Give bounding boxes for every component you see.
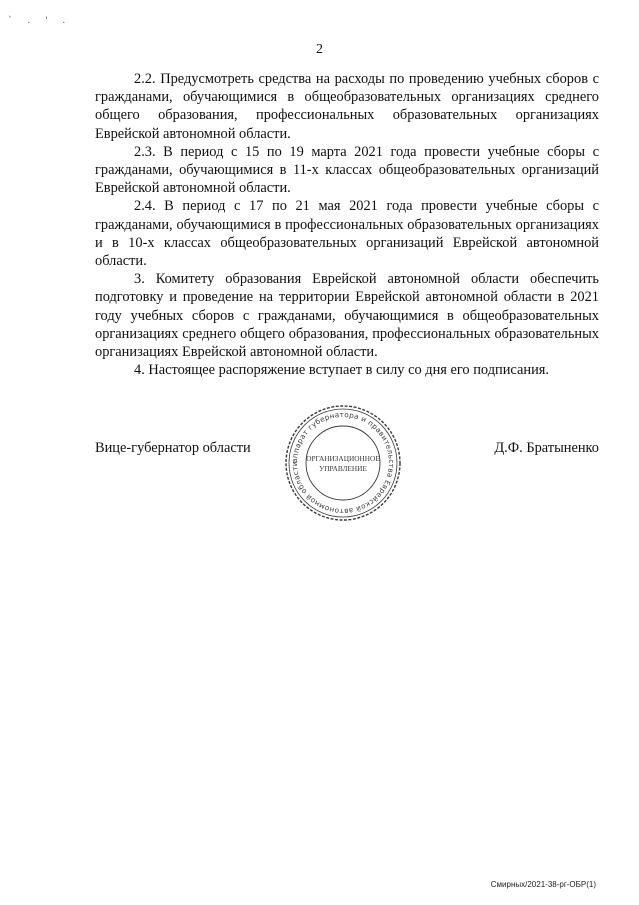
document-body [95, 70, 599, 379]
official-stamp [284, 404, 402, 522]
paragraph-2-3: 2.3. В период с 15 по 19 марта 2021 года провести учебные сборы с гражданами, обучающимися в 11-х классах общеобразовательных организаций Еврейской автономной области. [95, 143, 599, 197]
scan-marks: ` . ' . [8, 16, 72, 26]
stamp-center-line-1: ОРГАНИЗАЦИОННОЕ [306, 454, 380, 463]
paragraph-4: 4. Настоящее распоряжение вступает в силу со дня его подписания. [134, 362, 549, 379]
stamp-center-line-2: УПРАВЛЕНИЕ [319, 464, 367, 473]
signatory-name: Д.Ф. Братыненко [494, 440, 599, 456]
paragraph-2-2: 2.2. Предусмотреть средства на расходы по проведению учебных сборов с гражданами, обучающимися в общеобразовательных организациях среднего общего образования, профессиональных образовательных организациях Еврейской автономной области. [95, 71, 599, 142]
page-number: 2 [316, 42, 323, 57]
paragraph-2-4: 2.4. В период с 17 по 21 мая 2021 года провести учебные сборы с гражданами, обучающимися в профессиональных образовательных организациях и в 10-х классах общеобразовательных организаций Еврейской автономной области. [95, 198, 599, 270]
stamp-ring-text: аппарат губернатора и правительства Еврейской автономной области [289, 409, 397, 517]
document-footer-code: Смирных/2021-38-рг-ОБР(1) [490, 880, 596, 889]
signatory-title: Вице-губернатор области [95, 440, 251, 456]
paragraph-3: 3. Комитету образования Еврейской автономной области обеспечить подготовку и проведение на территории Еврейской автономной области в 2021 году учебных сборов с гражданами, обучающимися в общеобразовательных организациях среднего общего образования, профессиональных образовательных организациях Еврейской автономной области. [95, 271, 599, 361]
